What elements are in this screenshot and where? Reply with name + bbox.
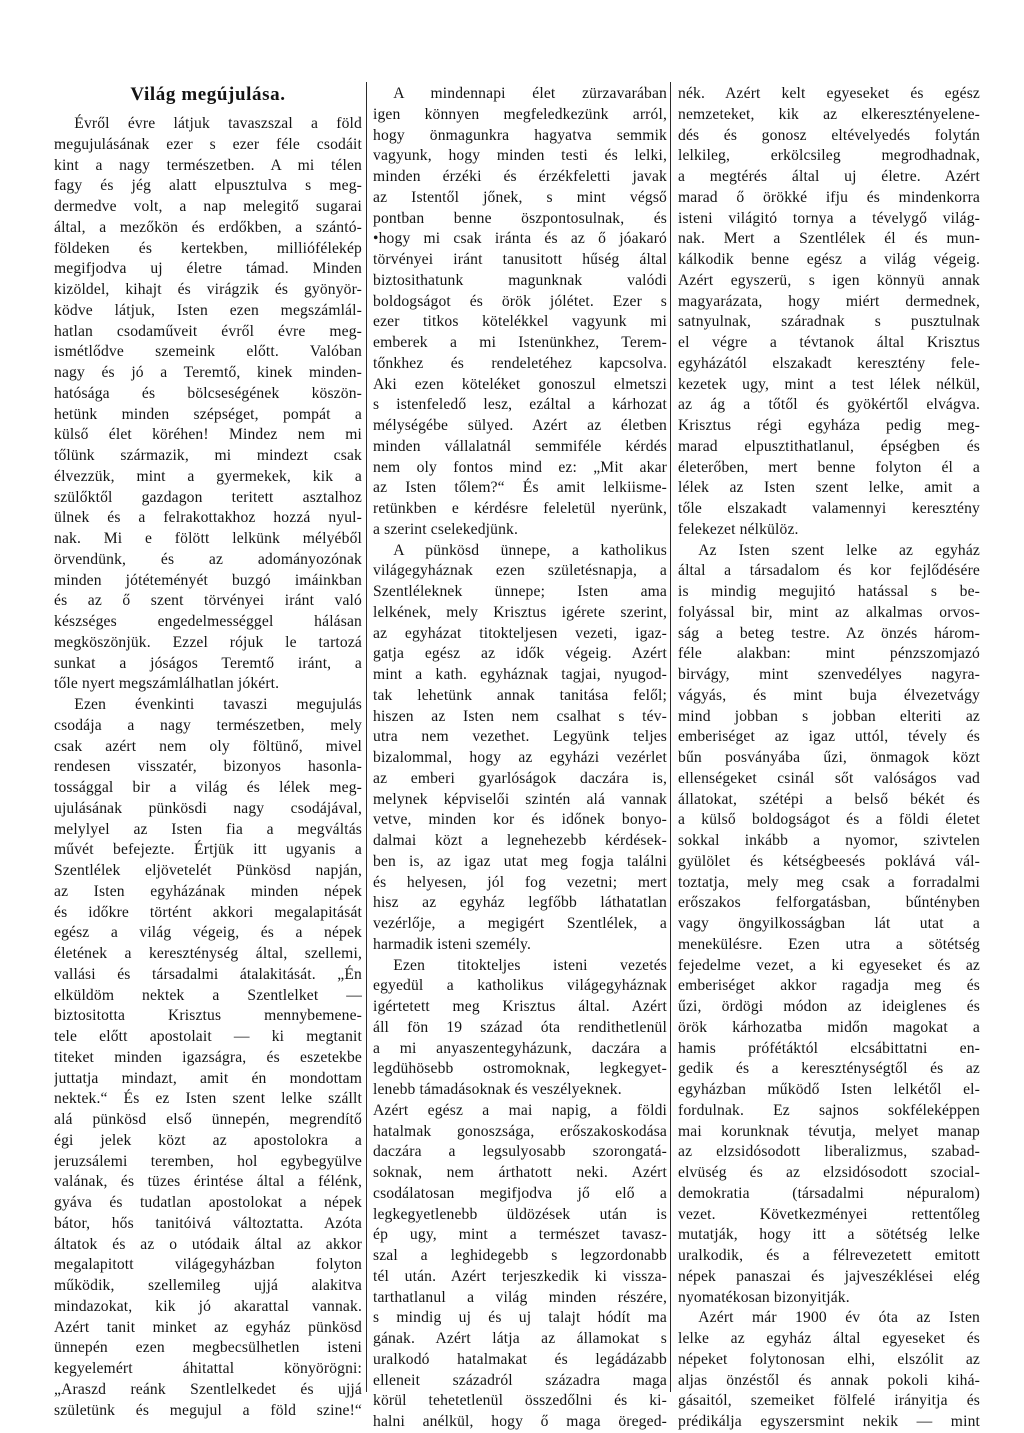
text-line: hatósága és bölcseségének köszön- xyxy=(54,384,362,402)
text-line: bűn posványába űzi, önmagok közt xyxy=(678,749,980,766)
text-line: nem oly fontos mind ez: „Mit akar xyxy=(373,458,667,476)
text-line: halni anélkül, hogy ő maga öreged- xyxy=(373,1413,667,1430)
text-line: lelkének, mely Krisztus igérete szerint, xyxy=(373,603,667,621)
text-line: csodálatosan megifjodva jő elő a xyxy=(373,1184,667,1202)
text-line: fagy és jég alatt elpusztulva s meg- xyxy=(54,177,362,195)
text-line: menekülésre. Ezen utra a sötétség xyxy=(678,935,980,953)
text-line: biztosithatunk magunknak valódi xyxy=(373,271,667,289)
text-line: dermedve volt, a nap melegitő sugarai xyxy=(54,198,362,215)
text-line: •hogy mi csak iránta és az ő jóakaró xyxy=(373,230,667,248)
text-line: ellenségeket csinál sőt valóságos vad xyxy=(678,769,980,787)
text-line: hatalmak gonoszsága, erőszakoskodása xyxy=(373,1122,667,1140)
text-line: a szerint cselekedjünk. xyxy=(373,520,519,538)
text-line: gának. Azért látja az államokat s xyxy=(373,1330,667,1347)
text-line: mutatják, hogy itt a sötétség lelke xyxy=(678,1226,980,1244)
text-line: törvényei iránt tanusitott hűség által xyxy=(373,251,667,268)
text-line: marad elpusztithatlanul, épségben és xyxy=(678,437,980,455)
text-line: marad ő örökké ifju és mindenkorra xyxy=(678,188,980,206)
text-line: elleneit századról századra maga xyxy=(373,1371,667,1389)
text-line: körül tehetetlenül összedőlni és ki- xyxy=(373,1392,667,1410)
text-line: Ezen titokteljes isteni vezetés xyxy=(393,956,667,974)
text-line: prédikálja egyszersmint nekik — mint xyxy=(678,1413,980,1430)
text-line: áltatok és az o utódaik által az akkor xyxy=(54,1235,362,1253)
text-line: gedik és a kereszténységtől és az xyxy=(678,1060,980,1078)
text-line: vagyunk, hogy minden testi és lelki, xyxy=(373,147,667,165)
text-line: legdühösebb ostromoknak, legkegyet- xyxy=(373,1060,667,1078)
column-2 xyxy=(373,84,667,1433)
text-line: erőszakos felforgatásban, bűntényben xyxy=(678,894,980,912)
text-line: megköszönjük. Ezzel rójuk le tartozá xyxy=(54,633,362,651)
text-line: is mindig megujitó hatással s be- xyxy=(678,583,980,600)
text-line: csak azért nem oly föltünő, mivel xyxy=(54,737,362,755)
column-1 xyxy=(54,92,362,1421)
text-line: ép ugy, mint a természet tavasz- xyxy=(373,1226,667,1244)
text-line: aljas önzéstől és annak pokoli kihá- xyxy=(678,1371,980,1389)
text-line: melylyel az Isten fia a megváltás xyxy=(54,820,362,838)
text-line: vágyás, és mint buja élvezetvágy xyxy=(678,686,980,704)
text-line: tőlünk származik, mi mindezt csak xyxy=(54,447,362,464)
text-line: hamis prófétáktól elcsábittatni en- xyxy=(678,1039,980,1057)
text-line: fordulnak. Ez sajnos sokféleképpen xyxy=(678,1101,980,1119)
text-line: égi jelek közt az apostolokra a xyxy=(54,1131,362,1149)
text-line: ezer titkos kötelékkel vagyunk mi xyxy=(373,313,667,331)
text-line: vezet. Következményei rettentőleg xyxy=(678,1205,980,1223)
text-line: s istenfeledő lesz, ezáltal a kárhozat xyxy=(373,396,667,414)
text-line: A pünkösd ünnepe, a katholikus xyxy=(393,541,667,559)
text-line: Évről évre látjuk tavaszszal a föld xyxy=(74,115,362,132)
text-line: sokkal inkább a nyomor, szivtelen xyxy=(678,832,980,849)
text-line: vallási és társadalmi átalakitását. „Én xyxy=(54,965,362,983)
text-line: a megtérés által uj életre. Azért xyxy=(678,168,980,185)
text-line: hogy önmagunkra hagyatva semmik xyxy=(373,126,667,144)
text-line: uralkodik, és a félrevezetett emitott xyxy=(678,1247,980,1264)
text-line: és időkre történt akkori megalapitását xyxy=(54,903,362,921)
text-line: készséges engedelmességgel hálásan xyxy=(54,613,362,630)
text-line: Szentléleknek ünnepe; Isten ama xyxy=(373,583,667,600)
text-line: és az ő szent törvényei iránt való xyxy=(54,592,362,610)
text-line: az Isten egyházának minden népek xyxy=(54,882,362,900)
text-line: „Araszd reánk Szentlelkedet és ujjá xyxy=(54,1380,362,1398)
text-line: külső élet köréhen! Mindez nem mi xyxy=(54,426,362,444)
text-line: magyarázata, hogy miért dermednek, xyxy=(678,292,980,310)
text-line: nemzeteket, kik az elkeresztényelene- xyxy=(678,105,980,123)
text-line: titeket minden igazságra, és eszetekbe xyxy=(54,1048,362,1066)
text-line: áll fön 19 század óta rendithetlenül xyxy=(373,1018,667,1036)
text-line: kezetek ugy, mint a test lélek nélkül, xyxy=(678,375,980,393)
column-1-text xyxy=(54,114,362,1421)
text-line: az egyházat titokteljesen vezeti, igaz- xyxy=(373,624,667,642)
text-line: tarthatlanul a világ minden részére, xyxy=(373,1288,667,1306)
text-line: élvezzük, mint a gyermekek, kik a xyxy=(54,467,362,485)
text-line: igen könnyen megfeledkezünk arról, xyxy=(373,105,667,123)
text-line: Ezen évenkinti tavaszi megujulás xyxy=(74,696,362,713)
text-line: nak. Mert a Szentlélek él és mun- xyxy=(678,230,980,248)
text-line: az emberi gyarlóságok daczára is, xyxy=(373,769,667,787)
text-line: birvágy, mint szenvedélyes nagyra- xyxy=(678,666,980,683)
column-divider-1 xyxy=(366,82,367,1392)
text-line: tak lehetünk annak tanitása felől; xyxy=(373,686,667,704)
text-line: az Istentől jőnek, s mint végső xyxy=(373,188,667,206)
text-line: dés és gonosz eltévelyedés folytán xyxy=(678,126,980,144)
text-line: népek panaszai és jajveszéklései elég xyxy=(678,1267,980,1285)
text-line: örvendünk, és az adományozónak xyxy=(54,550,362,568)
text-line: megifjodva uj életre támad. Minden xyxy=(54,260,362,278)
text-line: Szentlélek eljövetelét Pünkösd napján, xyxy=(54,862,362,879)
text-line: nektek.“ És ez Isten szent lelke szállt xyxy=(54,1090,362,1108)
text-line: bátor, hős tanitóivá változtatta. Azóta xyxy=(54,1214,362,1232)
text-line: demokratia (társadalmi népuralom) xyxy=(678,1184,980,1202)
text-line: dalmai közt a legnehezebb kérdések- xyxy=(373,832,667,849)
text-line: kegyelemért áhitattal könyörögni: xyxy=(54,1360,362,1377)
text-line: ság a beteg testre. Az önzés három- xyxy=(678,624,980,642)
text-line: az Isten tőlem?“ És amit lelkiisme- xyxy=(373,479,667,497)
text-line: emberiséget az igaz uttól, tévely és xyxy=(678,728,980,746)
text-line: valának, és tüzes érintése által a félénk, xyxy=(54,1173,362,1191)
column-2-text xyxy=(373,84,667,1433)
text-line: mint a kath. egyháznak tagjai, nyugod- xyxy=(373,666,667,683)
text-line: juttatja mindazt, amit én mondottam xyxy=(54,1069,362,1087)
text-line: hisz az egyház legfőbb láthatatlan xyxy=(373,894,667,912)
text-line: állatokat, szétépi a belső békét és xyxy=(678,790,980,808)
text-line: el végre a tévtanok által Krisztus xyxy=(678,334,980,351)
text-line: biztositotta Krisztus mennybemene- xyxy=(54,1007,362,1025)
text-line: melynek képviselői szintén alá vannak xyxy=(373,790,667,808)
text-line: elküldöm nektek a Szentlelket — xyxy=(54,986,362,1004)
text-line: művét befejezte. Értjük itt ugyanis a xyxy=(54,841,362,859)
text-line: rendesen visszatér, bizonyos hasonla- xyxy=(54,758,362,776)
text-line: elvüség és az elzsidósodott szocial- xyxy=(678,1164,980,1181)
text-line: vetve, minden kor és időnek bonyo- xyxy=(373,811,667,829)
text-line: megujulásának ezer s ezer féle csodáit xyxy=(54,135,362,153)
text-line: sunkat a jóságos Teremtő iránt, a xyxy=(54,654,362,672)
text-line: egyházban működő Isten lelkétől el- xyxy=(678,1081,980,1098)
text-line: minden vállalatnál semmiféle kérdés xyxy=(373,437,667,455)
text-line: ujulásának pünkösdi nagy csodájával, xyxy=(54,799,362,817)
text-line: emberiséget akkor ragadja meg és xyxy=(678,977,980,995)
text-line: jeruzsálemi teremben, hol egybegyülve xyxy=(54,1152,362,1170)
text-line: féle alakban: mint pénzszomjazó xyxy=(678,645,980,663)
text-line: földeken és kertekben, milliófélekép xyxy=(54,239,362,257)
text-line: boldogságot és örök jólétet. Ezer s xyxy=(373,292,667,310)
text-line: lelke az egyház által egyeseket és xyxy=(678,1330,980,1347)
text-line: vagy öngyilkosságban lát utat a xyxy=(678,915,980,932)
column-3-text xyxy=(678,84,980,1433)
text-line: és helyesen, jól fog vezetni; mert xyxy=(373,873,667,891)
text-line: hetünk minden szépséget, pompát a xyxy=(54,405,362,423)
text-line: tőnkhez és rendeletéhez kapcsolva. xyxy=(373,354,667,372)
text-line: hatlan csodaműveit évről évre meg- xyxy=(54,322,362,340)
text-line: soknak, nem árthatott neki. Azért xyxy=(373,1164,667,1181)
text-line: kint a nagy természetben. A mi télen xyxy=(54,156,362,174)
text-line: nak. Mi e fölött lelkünk mélyéből xyxy=(54,530,362,547)
text-line: utra nem vezethet. Legyünk teljes xyxy=(373,728,667,746)
text-line: egyedül a katholikus világegyháznak xyxy=(373,977,667,995)
text-line: nagy és jó a Teremtő, kinek minden- xyxy=(54,364,362,381)
text-line: A mindennapi élet zürzavarában xyxy=(393,85,667,102)
text-line: Azért tanit minket az egyház pünkösd xyxy=(54,1318,362,1336)
text-line: az elzsidósodott liberalizmus, szabad- xyxy=(678,1143,980,1161)
text-line: gyáva és tudatlan apostolokat a népek xyxy=(54,1194,362,1211)
text-line: tele előtt apostolait — ki megtanit xyxy=(54,1028,362,1045)
text-line: tőle nyert megszámlálhatlan jókért. xyxy=(54,675,280,693)
column-divider-2 xyxy=(670,82,671,1392)
text-line: legkegyetlenebb üldözések után is xyxy=(373,1205,667,1223)
text-line: tossággal bir a világ és lélek meg- xyxy=(54,779,362,796)
text-line: mindazokat, kik jó akarattal vannak. xyxy=(54,1297,362,1315)
text-line: csodája a nagy természetben, mely xyxy=(54,716,362,734)
text-line: által a társadalom és kor fejlődésére xyxy=(678,562,980,580)
text-line: nyomatékosan bizonyitják. xyxy=(678,1288,850,1306)
text-line: gyülölet és kétségbeesés poklává vál- xyxy=(678,852,980,870)
text-line: ben is, az igaz utat meg fogja találni xyxy=(373,852,667,870)
text-line: pontban benne öszpontosulnak, és xyxy=(373,209,667,227)
text-line: retünkben e kérdésre feleletül nyerünk, xyxy=(373,500,667,517)
text-line: Azért már 1900 év óta az Isten xyxy=(698,1309,980,1327)
text-line: minden érzéki és érzékfeletti javak xyxy=(373,168,667,185)
text-line: folyással bir, mint az alkalmas orvos- xyxy=(678,603,980,621)
text-line: működik, szellemileg ujjá alakitva xyxy=(54,1277,362,1294)
column-3 xyxy=(678,84,980,1433)
text-line: által, a mezőkön és erdőkben, a szántó- xyxy=(54,218,362,236)
text-line: satnyulnak, száradnak s pusztulnak xyxy=(678,313,980,331)
text-line: nék. Azért kelt egyeseket és egész xyxy=(678,85,980,102)
text-line: életének a kereszténység által, szellemi, xyxy=(54,945,362,962)
text-line: gásaitól, szemeiket fölfelé irányitja és xyxy=(678,1392,980,1410)
text-line: népeket folytonosan elhi, elszólit az xyxy=(678,1350,980,1368)
text-line: születünk és megujul a föld szine!“ xyxy=(54,1401,362,1419)
text-line: örök kárhozatba midőn magokat a xyxy=(678,1018,980,1036)
text-line: isteni világitó tornya a tévelygő világ- xyxy=(678,209,980,227)
text-line: a külső boldogságot és a földi életet xyxy=(678,811,980,829)
text-line: fejedelme vezet, a ki egyeseket és az xyxy=(678,956,980,974)
text-line: ismétlődve szemeink előtt. Valóban xyxy=(54,343,362,361)
text-line: uralkodó hatalmakat és legádázabb xyxy=(373,1350,667,1368)
article-title: Világ megújulása. xyxy=(130,84,286,105)
text-line: mélységébe sülyed. Azért az életben xyxy=(373,417,667,434)
text-line: hiszen az Isten nem csalhat s tév- xyxy=(373,707,667,725)
text-line: az ág a tőtől és gyökértől elvágva. xyxy=(678,396,980,414)
text-line: egész a világ végeig, és a népek xyxy=(54,924,362,942)
text-line: igértetett meg Krisztus által. Azért xyxy=(373,998,667,1015)
text-line: lelkileg, erkölcsileg megrodhadnak, xyxy=(678,147,980,165)
text-line: tőle elszakadt valamennyi keresztény xyxy=(678,500,980,517)
text-line: egyházától elszakadt keresztény fele- xyxy=(678,354,980,372)
text-line: bizalommal, hogy az egyházi vezérlet xyxy=(373,749,667,766)
text-line: Az Isten szent lelke az egyház xyxy=(698,541,980,559)
text-line: ködve látjuk, Isten ezen megszámlál- xyxy=(54,301,362,319)
text-line: vezérlője, a megigért Szentlélek, a xyxy=(373,915,667,932)
text-line: lélek az Isten szent lelke, amit a xyxy=(678,479,980,497)
text-line: daczára a legsulyosabb szorongatá- xyxy=(373,1143,667,1161)
text-line: Azért egyszerü, s igen könnyü annak xyxy=(678,271,980,289)
text-line: Krisztus régi egyháza pedig meg- xyxy=(678,417,980,434)
text-line: toztatja, mely meg csak a forradalmi xyxy=(678,873,980,891)
text-line: szülőktől gazdagon teritett asztalhoz xyxy=(54,488,362,506)
text-line: ülnek és a felrakottakhoz hozzá nyul- xyxy=(54,509,362,527)
text-line: gatja egész az idők végeig. Azért xyxy=(373,645,667,663)
text-line: mai korunknak tévutja, melyet manap xyxy=(678,1122,980,1140)
text-line: harmadik isteni személy. xyxy=(373,935,532,953)
text-line: kálkodik benne egész a világ végeig. xyxy=(678,251,980,268)
text-line: Aki ezen köteléket gonoszul elmetszi xyxy=(373,375,667,393)
text-line: lenebb támadásoknak és veszélyeknek. xyxy=(373,1081,622,1098)
text-line: mind jobban s jobban elteriti az xyxy=(678,707,980,725)
text-line: emberek a mi Istenünkhez, Terem- xyxy=(373,334,667,351)
text-line: s mindig uj és uj talajt hódít ma xyxy=(373,1309,667,1327)
text-line: minden jótéteményét buzgó imáinkban xyxy=(54,571,362,589)
text-line: megalapitott világegyházban folyton xyxy=(54,1256,362,1274)
text-line: életerőben, mert benne folyton él a xyxy=(678,458,980,476)
text-line: tél után. Azért terjeszkedik ki vissza- xyxy=(373,1267,667,1285)
text-line: felekezet nélkülöz. xyxy=(678,520,799,538)
text-line: a mi anyaszentegyházunk, daczára a xyxy=(373,1039,667,1057)
text-line: szal a leghidegebb s legzordonabb xyxy=(373,1247,667,1264)
text-line: ünnepén ezen megbecsülhetlen isteni xyxy=(54,1339,362,1357)
text-line: űzi, ördögi módon az ideiglenes és xyxy=(678,998,980,1015)
text-line: kizöldel, kihajt és virágzik és gyönyör- xyxy=(54,281,362,298)
text-line: alá pünkösd első ünnepén, megrendítő xyxy=(54,1111,362,1128)
text-line: világegyháznak ezen születésnapja, a xyxy=(373,562,667,580)
text-line: Azért egész a mai napig, a földi xyxy=(373,1101,667,1119)
